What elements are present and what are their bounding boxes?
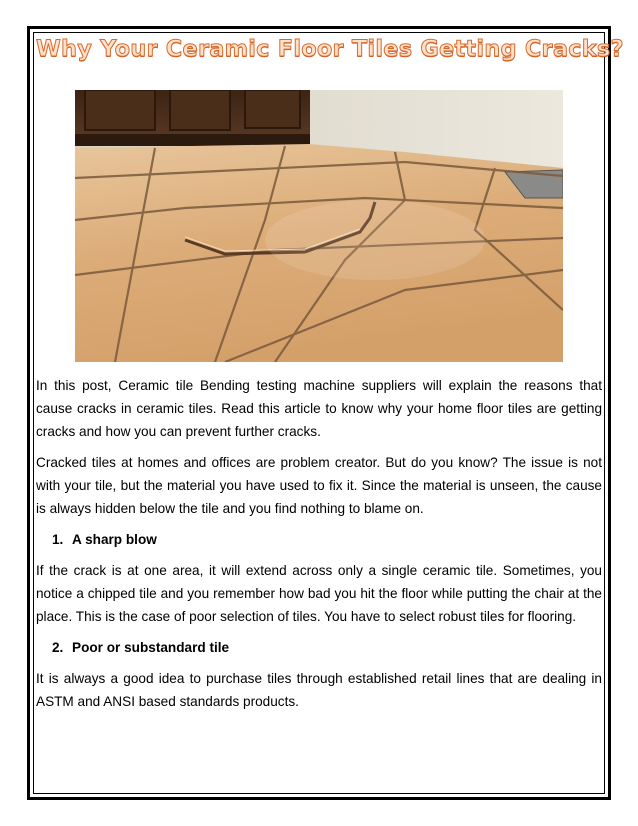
section-number: 2. [52,640,64,655]
section-heading-text: A sharp blow [72,532,157,547]
section-heading [36,636,602,659]
page-title: Why Your Ceramic Floor Tiles Getting Cracks? [36,36,624,62]
section-number: 1. [52,532,64,547]
section-paragraph: It is always a good idea to purchase tiles through established retail lines that are dealing in ASTM and ANSI based standards products. [36,671,602,709]
section-heading-text: Poor or substandard tile [72,640,230,655]
body-paragraph: Cracked tiles at homes and offices are problem creator. But do you know? The issue is not with your tile, but the material you have used to fix it. Since the material is unseen, the cause is always hidden below the tile and you find nothing to blame on. [36,455,602,516]
section-paragraph: If the crack is at one area, it will extend across only a single ceramic tile. Sometimes, you notice a chipped tile and you remember how bad you hit the floor while putting the chair at the place. This is the case of poor selection of tiles. You have to select robust tiles for flooring. [36,563,602,624]
cracked-floor-tiles-photo [75,90,563,362]
section-heading [36,528,602,551]
intro-paragraph: In this post, Ceramic tile Bending testing machine suppliers will explain the reasons that cause cracks in ceramic tiles. Read this article to know why your home floor tiles are getting cracks and how you can prevent further cracks. [36,378,602,439]
article-body [36,374,602,721]
